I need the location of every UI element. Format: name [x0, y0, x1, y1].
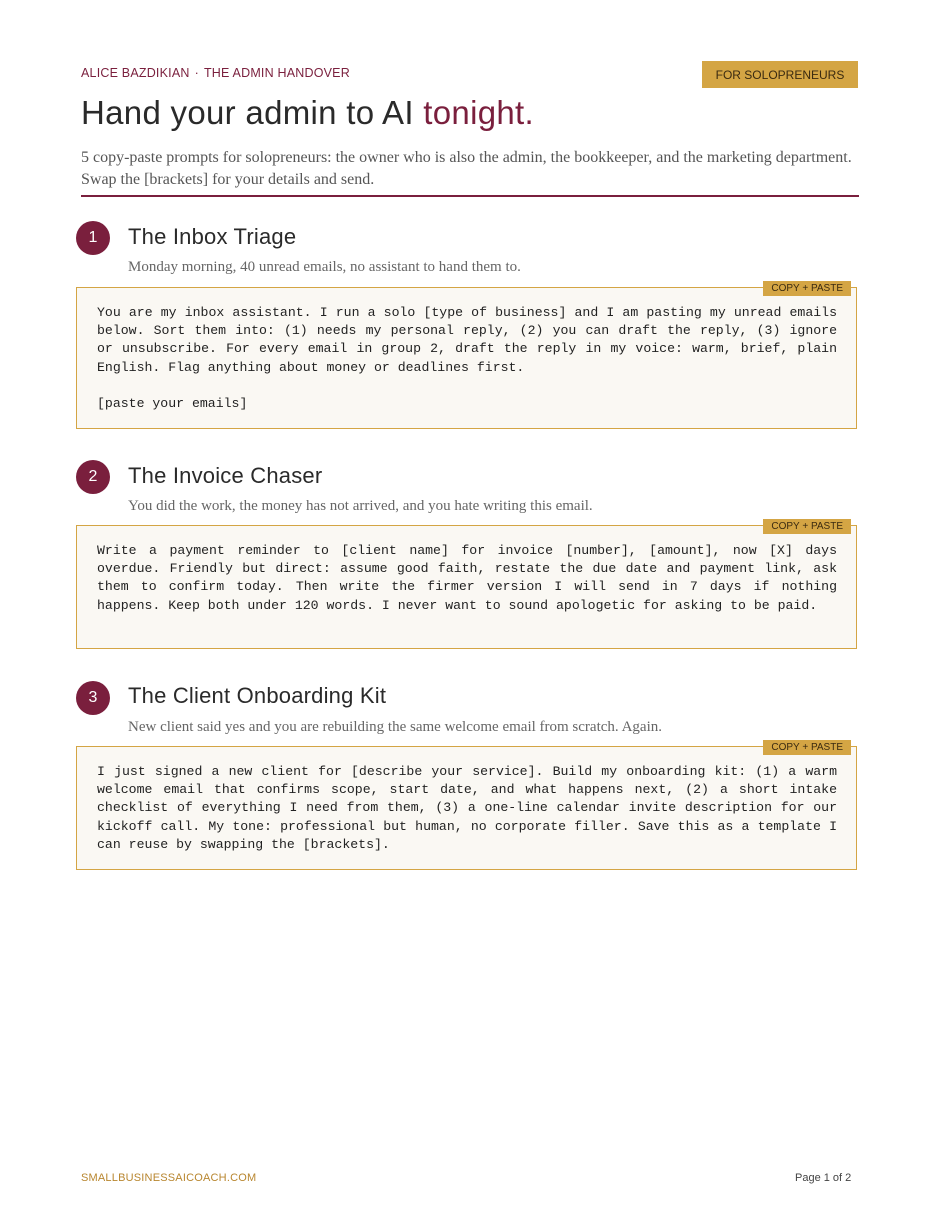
prompt-text[interactable]: I just signed a new client for [describe your service]. Build my onboarding kit: (1) a warm welcome email that confirms scope, start date, and what happens next, (2) a short intake checklist of everything I need from them, (3) a one-line calendar invite description for our kickoff call. My tone: professional but human, no corporate filler. Save this as a template I can reuse by swapping the [brackets].: [97, 764, 845, 852]
prompt-text[interactable]: You are my inbox assistant. I run a solo [type of business] and I am pasting my unread emails below. Sort them into: (1) needs my personal reply, (2) you can draft the reply, (3) ignore or unsubscribe. For every email in group 2, draft the reply in my voice: warm, brief, plain English. Flag anything about money or deadlines first. [paste your emails]: [97, 305, 837, 412]
copy-paste-badge[interactable]: COPY + PASTE: [763, 740, 851, 755]
title-main: Hand your admin to AI: [81, 94, 414, 131]
copy-paste-badge[interactable]: COPY + PASTE: [763, 281, 851, 296]
prompt-text[interactable]: Write a payment reminder to [client name] for invoice [number], [amount], now [X] days overdue. Friendly but direct: assume good faith, restate the due date and payment link, ask them to confirm today. Then write the firmer version I will send in 7 days if nothing happens. Keep both under 120 words. I never want to sound apologetic for asking to be paid.: [97, 543, 845, 613]
header-divider: [81, 195, 859, 197]
header-meta: [81, 66, 350, 80]
title-accent: tonight.: [423, 94, 534, 131]
header-separator: ·: [194, 66, 199, 80]
prompt-description: Monday morning, 40 unread emails, no assistant to hand them to.: [128, 259, 521, 275]
series-name: THE ADMIN HANDOVER: [203, 66, 350, 80]
page-subtitle: 5 copy-paste prompts for solopreneurs: the owner who is also the admin, the bookkeeper, and the marketing department. Swap the [brackets] for your details and send.: [81, 149, 852, 188]
prompt-description: You did the work, the money has not arrived, and you hate writing this email.: [128, 498, 593, 514]
audience-tag: FOR SOLOPRENEURS: [702, 61, 858, 88]
prompt-number-badge: 2: [76, 460, 110, 494]
prompt-box[interactable]: [76, 283, 857, 429]
prompt-title: The Client Onboarding Kit: [128, 683, 387, 708]
prompt-description: New client said yes and you are rebuilding the same welcome email from scratch. Again.: [128, 719, 662, 735]
footer-site-link[interactable]: SMALLBUSINESSAICOACH.COM: [81, 1172, 257, 1184]
prompt-title: The Invoice Chaser: [128, 463, 323, 488]
author-name: ALICE BAZDIKIAN: [81, 66, 190, 80]
prompt-number-badge: 1: [76, 221, 110, 255]
prompt-box[interactable]: [76, 742, 857, 870]
copy-paste-badge[interactable]: COPY + PASTE: [763, 519, 851, 534]
prompt-number-badge: 3: [76, 681, 110, 715]
page-number: Page 1 of 2: [795, 1172, 852, 1184]
prompt-title: The Inbox Triage: [128, 224, 297, 249]
page-title: [81, 94, 534, 132]
prompt-box[interactable]: [76, 521, 857, 649]
